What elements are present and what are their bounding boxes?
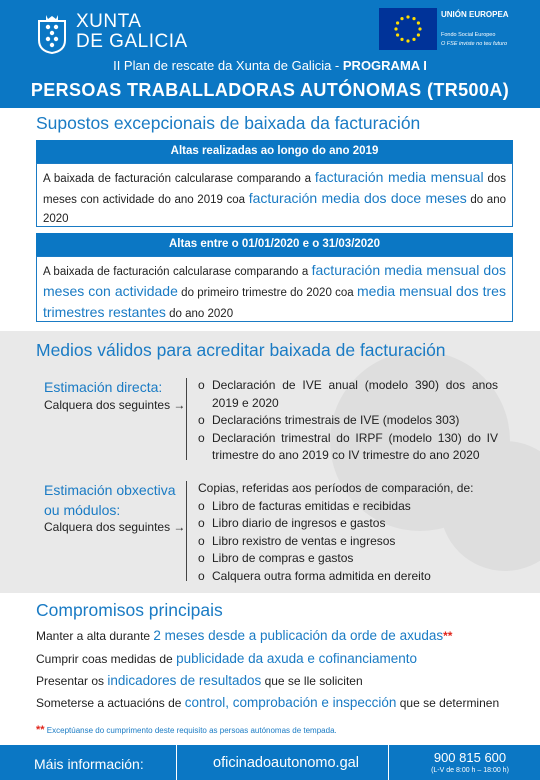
objective-intro: Copias, referidas aos períodos de comparación, de: — [198, 481, 474, 495]
case1-highlight-2: facturación media dos doce meses — [248, 190, 467, 206]
office-hours: (L-V de 8:00 h – 18:00 h) — [431, 767, 509, 774]
list-item: o Libro diario de ingresos e gastos — [198, 515, 508, 533]
objective-any-label: Calquera dos seguintes → — [44, 520, 186, 534]
commitment-item: Cumprir coas medidas de publicidade da axuda e cofinanciamento — [36, 651, 417, 666]
programa-label: PROGRAMA I — [342, 58, 427, 73]
objective-estimation-label: Estimación obxectiva ou módulos: — [44, 482, 176, 518]
commitment-item: Presentar os indicadores de resultados que se lle soliciten — [36, 673, 363, 688]
section-title-proof: Medios válidos para acreditar baixada de facturación — [36, 340, 446, 360]
logo-line-2: DE GALICIA — [76, 31, 188, 52]
logo-line-1: XUNTA — [76, 11, 142, 32]
section-title-commitments: Compromisos principais — [36, 600, 223, 620]
eu-title: UNIÓN EUROPEA — [441, 10, 509, 19]
list-item: o Declaración trimestral do IRPF (modelo 130) do IV trimestre do ano 2019 co IV trimestre do ano 2020 — [198, 430, 498, 465]
xunta-logo — [36, 12, 188, 54]
objective-list — [198, 480, 508, 585]
plan-line: II Plan de rescate da Xunta de Galicia - PROGRAMA I — [113, 58, 427, 73]
case2-box: A baixada de facturación calcularase comparando a facturación media mensual dos meses con actividade do primeiro trimestre do 2020 coa media mensual dos tres trimestres restantes do ano 2020 — [36, 256, 513, 322]
bracket — [186, 378, 194, 460]
footnote: ** Exceptúanse do cumprimento deste requisito as persoas autónomas de tempada. — [36, 724, 337, 736]
phone-number[interactable]: 900 815 600 — [433, 750, 507, 765]
bracket — [186, 481, 194, 581]
list-item: o Declaracións trimestrais de IVE (modelos 303) — [198, 412, 498, 430]
list-item: o Declaración de IVE anual (modelo 390) dos anos 2019 e 2020 — [198, 377, 498, 412]
website-link[interactable]: oficinadoautonomo.gal — [213, 755, 359, 771]
eu-flag-icon — [379, 8, 437, 50]
header-banner — [0, 0, 540, 108]
eu-logo — [379, 8, 529, 50]
list-item: o Calquera outra forma admitida en dereito — [198, 568, 508, 586]
case2-highlight-1: facturación media mensual dos meses con actividade — [43, 262, 506, 299]
direct-any-label: Calquera dos seguintes → — [44, 398, 186, 412]
eu-motto: O FSE inviste no teu futuro — [441, 41, 508, 47]
case2-highlight-2: media mensual dos tres trimestres restantes — [43, 283, 506, 320]
list-item: o Libro de facturas emitidas e recibidas — [198, 498, 508, 516]
footer — [0, 745, 540, 780]
case2-bar: Altas entre o 01/01/2020 e o 31/03/2020 — [36, 233, 513, 256]
xunta-emblem-icon — [36, 12, 68, 54]
list-item: o Libro de compras e gastos — [198, 550, 508, 568]
commitment-item: Manter a alta durante 2 meses desde a publicación da orde de axudas** — [36, 628, 453, 643]
commitment-item: Someterse a actuacións de control, comprobación e inspección que se determinen — [36, 695, 500, 710]
section-title-exceptional: Supostos excepcionais de baixada da facturación — [36, 113, 421, 133]
direct-list — [198, 377, 498, 465]
eu-fund: Fondo Social Europeo — [441, 32, 496, 38]
divider — [388, 745, 389, 780]
list-item: o Libro rexistro de ventas e ingresos — [198, 533, 508, 551]
page-title: PERSOAS TRABALLADORAS AUTÓNOMAS (TR500A) — [30, 80, 510, 100]
direct-estimation-label: Estimación directa: — [44, 379, 163, 395]
case1-highlight-1: facturación media mensual — [314, 169, 484, 185]
case1-bar: Altas realizadas ao longo do ano 2019 — [36, 140, 513, 163]
divider — [176, 745, 177, 780]
case1-box: A baixada de facturación calcularase comparando a facturación media mensual dos meses con actividade do ano 2019 coa facturación media dos doce meses do ano 2020 — [36, 163, 513, 227]
more-info-label: Máis información: — [34, 756, 144, 772]
